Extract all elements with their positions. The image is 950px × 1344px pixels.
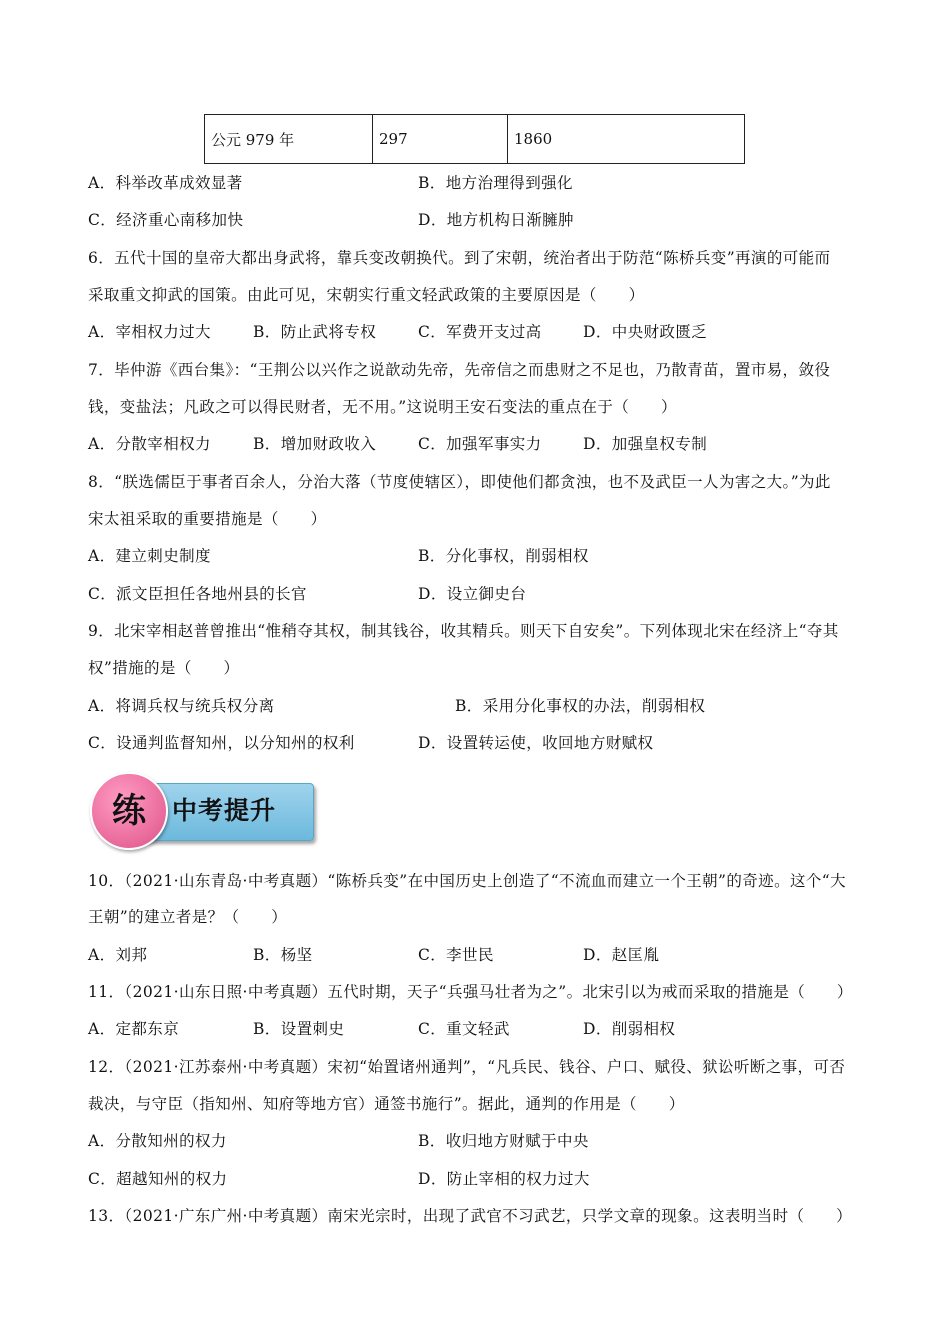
- q9-option-a: A．将调兵权与统兵权分离: [88, 697, 275, 715]
- q7-option-d: D．加强皇权专制: [583, 435, 708, 453]
- q7-option-c: C．加强军事实力: [418, 435, 542, 453]
- q9-stem-line-2: 权”措施的是（ ）: [88, 659, 240, 677]
- q10-option-b: B．杨坚: [253, 946, 313, 964]
- q11-option-a: A．定都东京: [88, 1020, 180, 1038]
- q9-stem-line-1: 9．北宋宰相赵普曾推出“惟稍夺其权，制其钱谷，收其精兵。则天下自安矣”。下列体现北宋在经济上“夺其: [88, 622, 839, 640]
- q6-stem-line-1: 6．五代十国的皇帝大都出身武将，靠兵变改朝换代。到了宋朝，统治者出于防范“陈桥兵变”再演的可能而: [88, 249, 831, 267]
- section-banner: [90, 780, 314, 842]
- q7-stem-line-2: 钱，变盐法；凡政之可以得民财者，无不用。”这说明王安石变法的重点在于（ ）: [88, 398, 677, 416]
- table-cell-value-2: 1860: [508, 115, 745, 164]
- q11-stem-line-1: 11．（2021·山东日照·中考真题）五代时期，天子“兵强马壮者为之”。北宋引以为戒而采取的措施是（ ）: [88, 983, 853, 1001]
- q8-stem-line-1: 8．“朕选儒臣于事者百余人，分治大落（节度使辖区），即使他们都贪浊，也不及武臣一人为害之大。”为此: [88, 473, 831, 491]
- q9-option-b: B．采用分化事权的办法，削弱相权: [455, 697, 706, 715]
- q8-option-c: C．派文臣担任各地州县的长官: [88, 585, 307, 603]
- q9-option-c: C．设通判监督知州，以分知州的权利: [88, 734, 355, 752]
- q11-option-c: C．重文轻武: [418, 1020, 510, 1038]
- q7-option-a: A．分散宰相权力: [88, 435, 211, 453]
- q7-stem-line-1: 7．毕仲游《西台集》：“王荆公以兴作之说歆动先帝，先帝信之而患财之不足也，乃散青苗，置市易，敛役: [88, 361, 831, 379]
- q10-option-d: D．赵匡胤: [583, 946, 660, 964]
- data-table: [204, 114, 745, 164]
- q8-option-d: D．设立御史台: [418, 585, 527, 603]
- q11-option-d: D．削弱相权: [583, 1020, 676, 1038]
- q6-option-a: A．宰相权力过大: [88, 323, 211, 341]
- q10-stem-line-1: 10．（2021·山东青岛·中考真题）“陈桥兵变”在中国历史上创造了“不流血而建立一个王朝”的奇迹。这个“大: [88, 872, 846, 890]
- q6-option-c: C．军费开支过高: [418, 323, 542, 341]
- q6-option-d: D．中央财政匮乏: [583, 323, 708, 341]
- q5-option-c: C．经济重心南移加快: [88, 211, 244, 229]
- q10-option-a: A．刘邦: [88, 946, 148, 964]
- q6-option-b: B．防止武将专权: [253, 323, 377, 341]
- banner-badge-text: 练: [112, 791, 146, 831]
- q12-option-d: D．防止宰相的权力过大: [418, 1170, 590, 1188]
- table-row: [205, 115, 745, 164]
- q5-option-b: B．地方治理得到强化: [418, 174, 573, 192]
- banner-badge: [90, 772, 168, 850]
- q5-option-d: D．地方机构日渐臃肿: [418, 211, 574, 229]
- q5-option-a: A．科举改革成效显著: [88, 174, 243, 192]
- table-cell-year: 公元 979 年: [205, 115, 373, 164]
- q12-option-a: A．分散知州的权力: [88, 1132, 227, 1150]
- q9-option-d: D．设置转运使，收回地方财赋权: [418, 734, 654, 752]
- q8-stem-line-2: 宋太祖采取的重要措施是（ ）: [88, 510, 327, 528]
- banner-title: 中考提升: [172, 796, 277, 825]
- q7-option-b: B．增加财政收入: [253, 435, 377, 453]
- q11-option-b: B．设置刺史: [253, 1020, 345, 1038]
- q10-option-c: C．李世民: [418, 946, 494, 964]
- q6-stem-line-2: 采取重文抑武的国策。由此可见，宋朝实行重文轻武政策的主要原因是（ ）: [88, 286, 645, 304]
- q10-stem-line-2: 王朝”的建立者是？（ ）: [88, 908, 288, 926]
- q8-option-b: B．分化事权，削弱相权: [418, 547, 589, 565]
- table-cell-value-1: 297: [373, 115, 508, 164]
- q12-stem-line-2: 裁决，与守臣（指知州、知府等地方官）通签书施行”。据此，通判的作用是（ ）: [88, 1095, 685, 1113]
- q12-option-c: C．超越知州的权力: [88, 1170, 228, 1188]
- q12-option-b: B．收归地方财赋于中央: [418, 1132, 589, 1150]
- q12-stem-line-1: 12．（2021·江苏泰州·中考真题）宋初“始置诸州通判”，“凡兵民、钱谷、户口、赋役、狱讼听断之事，可否: [88, 1058, 846, 1076]
- q13-stem-line-1: 13．（2021·广东广州·中考真题）南宋光宗时，出现了武官不习武艺，只学文章的现象。这表明当时（ ）: [88, 1207, 853, 1225]
- q8-option-a: A．建立刺史制度: [88, 547, 211, 565]
